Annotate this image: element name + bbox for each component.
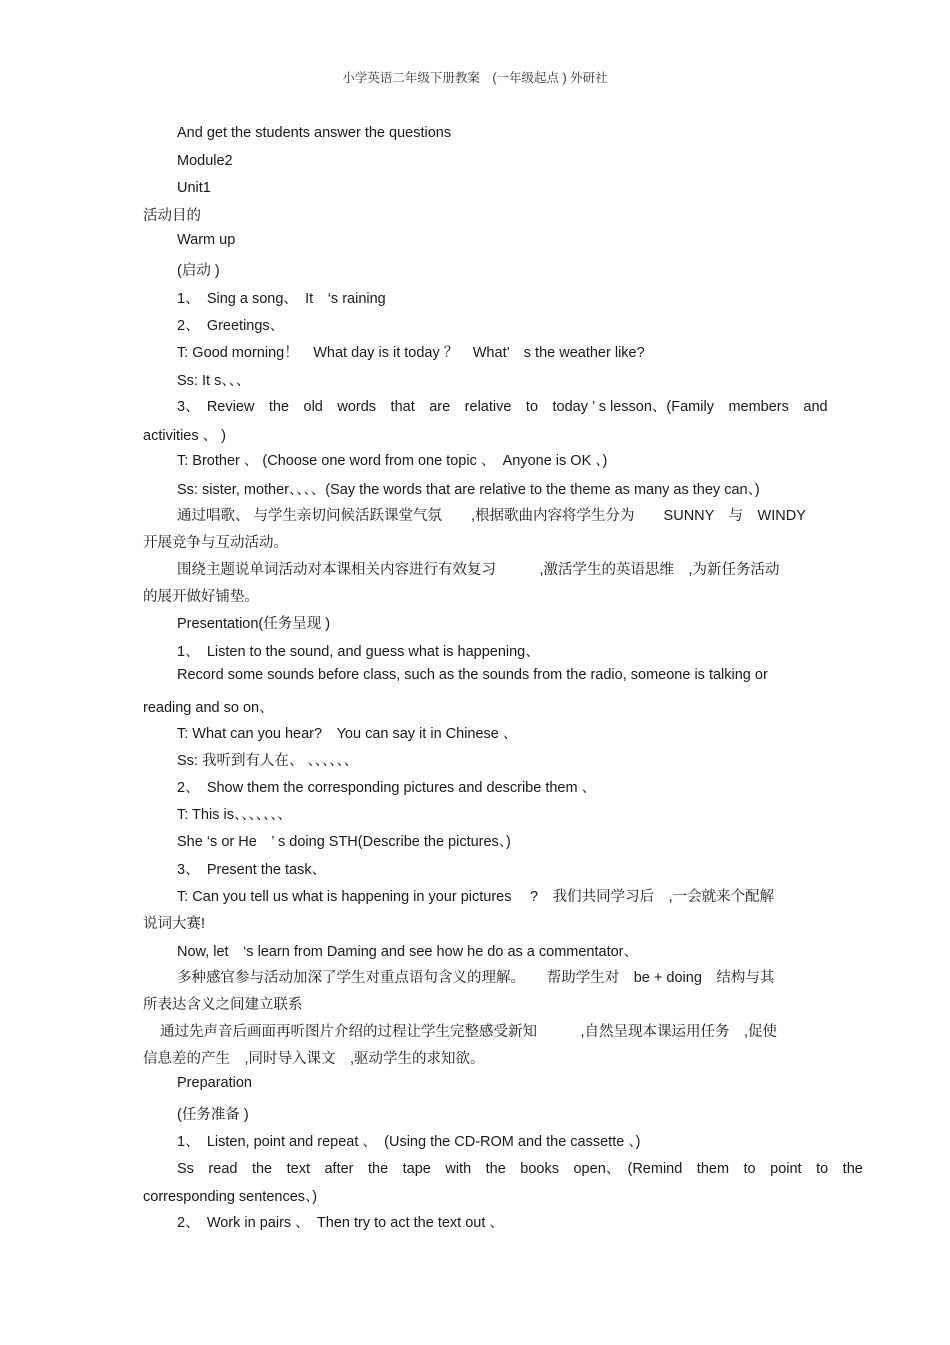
page-header: 小学英语二年级下册教案 (一年级起点 ) 外研社: [342, 71, 608, 85]
text-line: activities 、 ): [143, 428, 226, 444]
text-line: And get the students answer the questions: [177, 125, 452, 141]
text-line: Ss: 我听到有人在、 、、、、、、: [177, 753, 359, 769]
text-line: Presentation(任务呈现 ): [177, 616, 331, 632]
text-line: 信息差的产生 ,同时导入课文 ,驱动学生的求知欲。: [143, 1051, 485, 1067]
text-line: Warm up: [177, 232, 236, 248]
text-line: 3、 Present the task、: [177, 862, 327, 878]
text-line: Record some sounds before class, such as the sounds from the radio, someone is talking or: [177, 667, 768, 683]
text-line: Unit1: [177, 180, 211, 196]
text-line: She ‘s or He ’ s doing STH(Describe the pictures、): [177, 834, 511, 850]
text-line: 所表达含义之间建立联系: [143, 997, 303, 1013]
text-line: 2、 Greetings、: [177, 318, 285, 334]
text-line: 多种感官参与活动加深了学生对重点语句含义的理解。 帮助学生对 be + doing 结构与其: [177, 970, 775, 986]
text-line: Ss: sister, mother、、、、(Say the words that are relative to the theme as many as they can、): [177, 482, 760, 498]
text-line: Preparation: [177, 1075, 252, 1091]
text-line: 通过唱歌、 与学生亲切问候活跃课堂气氛 ,根据歌曲内容将学生分为 SUNNY 与 WINDY: [177, 508, 806, 524]
text-line: 活动目的: [143, 208, 201, 224]
text-line: T: Brother 、 (Choose one word from one topic 、 Anyone is OK 、): [177, 453, 608, 469]
text-line: T: Can you tell us what is happening in your pictures ? 我们共同学习后 ,一会就来个配解: [177, 889, 775, 905]
text-line: 围绕主题说单词活动对本课相关内容进行有效复习 ,激活学生的英语思维 ,为新任务活动: [177, 562, 780, 578]
text-line: corresponding sentences、): [143, 1189, 318, 1205]
text-line: 3、 Review the old words that are relative to today ’ s lesson、(Family members and: [177, 399, 828, 415]
text-line: 通过先声音后画面再听图片介绍的过程让学生完整感受新知 ,自然呈现本课运用任务 ,促使: [160, 1024, 778, 1040]
text-line: reading and so on、: [143, 700, 274, 716]
text-line: Ss: It s、、、: [177, 373, 251, 389]
text-line: Module2: [177, 153, 233, 169]
text-line: T: Good morning！ What day is it today ？ What’ s the weather like?: [177, 345, 645, 361]
text-line: 开展竞争与互动活动。: [143, 535, 288, 551]
text-line: (启动 ): [177, 263, 220, 279]
text-line: 2、 Show them the corresponding pictures and describe them 、: [177, 780, 597, 796]
text-line: 1、 Listen, point and repeat 、 (Using the CD-ROM and the cassette 、): [177, 1134, 641, 1150]
text-line: T: This is、、、、、、、: [177, 807, 292, 823]
text-line: Ss read the text after the tape with the books open、 (Remind them to point to the: [177, 1161, 863, 1177]
text-line: 1、 Listen to the sound, and guess what is happening、: [177, 644, 540, 660]
text-line: 的展开做好铺垫。: [143, 589, 259, 605]
text-line: Now, let ‘s learn from Daming and see how he do as a commentator、: [177, 944, 638, 960]
text-line: 说词大赛!: [143, 916, 206, 932]
text-line: (任务准备 ): [177, 1107, 249, 1123]
text-line: T: What can you hear? You can say it in Chinese 、: [177, 726, 518, 742]
text-line: 2、 Work in pairs 、 Then try to act the text out 、: [177, 1215, 504, 1231]
text-line: 1、 Sing a song、 It ‘s raining: [177, 291, 386, 307]
